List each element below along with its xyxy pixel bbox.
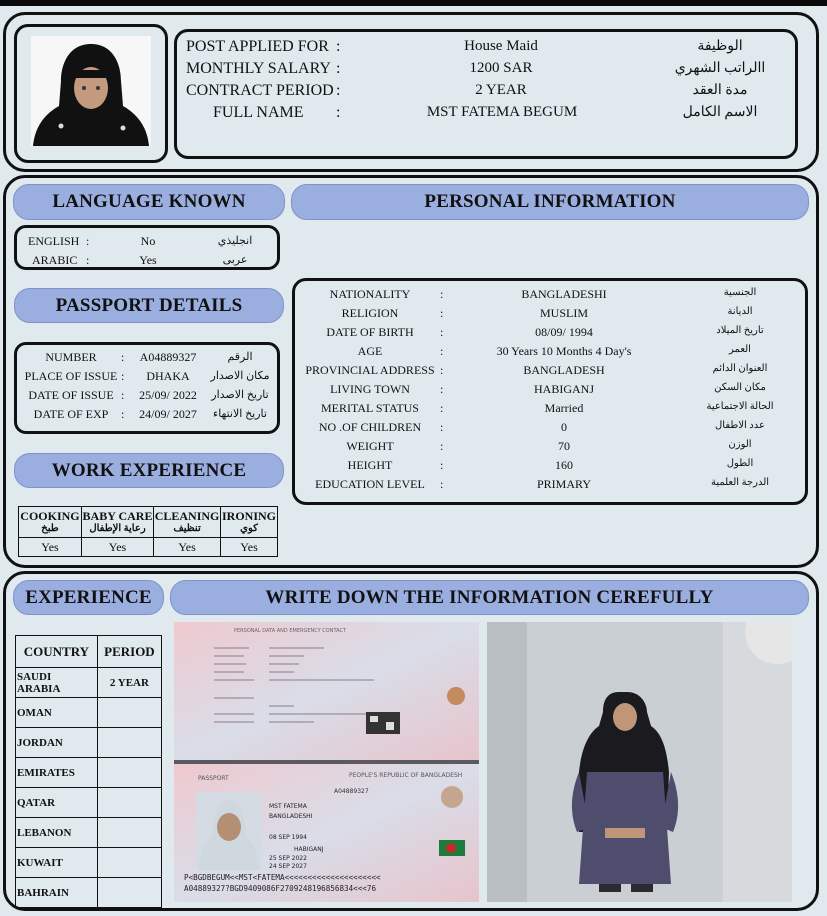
- colon: :: [440, 306, 444, 320]
- salary-label: MONTHLY SALARY: [186, 60, 331, 77]
- exp-country: EMIRATES: [16, 758, 98, 788]
- passport-title: PASSPORT DETAILS: [14, 288, 284, 323]
- work-title: WORK EXPERIENCE: [14, 453, 284, 488]
- top-rule: [0, 0, 827, 6]
- contract-value: 2 YEAR: [475, 82, 527, 98]
- personal-label: DATE OF BIRTH: [326, 325, 414, 339]
- personal-arabic: الجنسية: [723, 287, 757, 298]
- exp-country: OMAN: [16, 698, 98, 728]
- work-col-cleaning: CLEANING تنظيف: [154, 507, 221, 538]
- exp-period: [97, 818, 161, 848]
- exp-country: QATAR: [16, 788, 98, 818]
- colon: :: [121, 350, 125, 364]
- passport-label: NUMBER: [45, 350, 97, 364]
- salary-arabic: االراتب الشهري: [674, 61, 766, 76]
- personal-arabic: الطول: [726, 458, 754, 469]
- full-length-photo: [487, 622, 792, 902]
- personal-label: RELIGION: [341, 306, 399, 320]
- personal-value: 0: [561, 420, 567, 434]
- experience-row: [16, 728, 162, 758]
- exp-period: [97, 728, 161, 758]
- colon: :: [336, 38, 341, 55]
- experience-row: [16, 668, 162, 698]
- personal-value: MUSLIM: [539, 306, 588, 320]
- scan-name: MST FATEMA: [269, 803, 307, 810]
- colon: :: [336, 60, 341, 77]
- contract-label: CONTRACT PERIOD: [186, 82, 334, 99]
- exp-period: [97, 788, 161, 818]
- instruction-banner: WRITE DOWN THE INFORMATION CEREFULLY: [170, 580, 809, 615]
- scan-dob: 08 SEP 1994: [269, 834, 307, 841]
- personal-value: PRIMARY: [536, 477, 592, 491]
- colon: :: [86, 253, 90, 267]
- work-value-cooking: Yes: [19, 538, 82, 557]
- personal-label: LIVING TOWN: [330, 382, 410, 396]
- language-title: LANGUAGE KNOWN: [13, 184, 285, 220]
- colon: :: [440, 287, 444, 301]
- fullname-value: MST FATEMA BEGUM: [426, 104, 578, 120]
- colon: :: [440, 401, 444, 415]
- personal-arabic: العنوان الدائم: [712, 363, 768, 374]
- passport-label: DATE OF EXP: [33, 407, 109, 421]
- colon: :: [336, 104, 341, 121]
- work-table: [18, 506, 278, 557]
- colon: :: [440, 344, 444, 358]
- personal-value: 08/09/ 1994: [535, 325, 593, 339]
- scan-mrz-2: A04889327?BGD9409086F2709248196856834<<<76: [184, 884, 377, 893]
- personal-arabic: عدد الاطفال: [715, 420, 765, 431]
- passport-arabic: تاريخ الاصدار: [211, 389, 269, 401]
- personal-arabic: مكان السكن: [714, 382, 766, 393]
- exp-header-country: COUNTRY: [16, 636, 98, 668]
- experience-row: [16, 758, 162, 788]
- fullname-arabic: الاسم الكامل: [682, 105, 758, 120]
- work-col-ironing: IRONING كوي: [221, 507, 278, 538]
- personal-arabic: العمر: [729, 344, 751, 355]
- contract-arabic: مدة العقد: [692, 83, 748, 98]
- personal-arabic: الدرجة العلمية: [710, 477, 770, 488]
- passport-value: 25/09/ 2022: [139, 388, 197, 402]
- exp-country: KUWAIT: [16, 848, 98, 878]
- passport-scan-image: [174, 622, 479, 902]
- post-label: POST APPLIED FOR: [186, 38, 329, 55]
- experience-row: [16, 788, 162, 818]
- lang-arabic-arabic: عربى: [222, 254, 248, 266]
- personal-label: HEIGHT: [347, 458, 393, 472]
- lang-english-label: ENGLISH: [28, 234, 80, 248]
- exp-period: 2 YEAR: [97, 668, 161, 698]
- experience-row: [16, 818, 162, 848]
- exp-country: JORDAN: [16, 728, 98, 758]
- exp-country: SAUDI ARABIA: [16, 668, 98, 698]
- colon: :: [440, 363, 444, 377]
- exp-period: [97, 698, 161, 728]
- colon: :: [440, 458, 444, 472]
- personal-value: 70: [558, 439, 570, 453]
- colon: :: [336, 82, 341, 99]
- personal-arabic: الحالة الاجتماعية: [706, 401, 774, 412]
- exp-country: BAHRAIN: [16, 878, 98, 908]
- exp-period: [97, 878, 161, 908]
- lang-english-arabic: انجليذي: [217, 235, 253, 247]
- work-col-babycare: BABY CARE رعاية الإطفال: [81, 507, 153, 538]
- profile-photo: [31, 36, 151, 146]
- work-value-babycare: Yes: [81, 538, 153, 557]
- personal-value: Married: [544, 401, 584, 415]
- passport-arabic: الرقم: [227, 351, 253, 363]
- personal-value: HABIGANJ: [534, 382, 594, 396]
- colon: :: [440, 439, 444, 453]
- personal-label: AGE: [357, 344, 383, 358]
- experience-row: [16, 698, 162, 728]
- scan-issue: 25 SEP 2022: [269, 855, 307, 862]
- colon: :: [86, 234, 90, 248]
- passport-arabic: تاريخ الانتهاء: [213, 408, 267, 420]
- lang-arabic-value: Yes: [139, 253, 157, 267]
- colon: :: [121, 388, 125, 402]
- personal-arabic: تاريخ الميلاد: [716, 325, 764, 336]
- personal-label: WEIGHT: [346, 439, 394, 453]
- personal-title: PERSONAL INFORMATION: [291, 184, 809, 220]
- experience-title: EXPERIENCE: [13, 580, 164, 615]
- scan-mrz-1: P<BGDBEGUM<<MST<FATEMA<<<<<<<<<<<<<<<<<<<<<: [184, 873, 381, 882]
- experience-table: [15, 635, 162, 908]
- exp-header-period: PERIOD: [97, 636, 161, 668]
- personal-arabic: الوزن: [728, 439, 752, 450]
- scan-place: HABIGANJ: [294, 846, 324, 853]
- colon: :: [440, 382, 444, 396]
- exp-country: LEBANON: [16, 818, 98, 848]
- personal-label: PROVINCIAL ADDRESS: [305, 363, 435, 377]
- scan-number: A04889327: [334, 788, 369, 795]
- work-col-cooking: COOKING طبخ: [19, 507, 82, 538]
- scan-republic: PEOPLE'S REPUBLIC OF BANGLADESH: [349, 772, 463, 779]
- personal-value: 160: [555, 458, 573, 472]
- personal-label: NO .OF CHILDREN: [318, 420, 422, 434]
- work-value-ironing: Yes: [221, 538, 278, 557]
- post-arabic: الوظيفة: [697, 39, 743, 54]
- lang-arabic-label: ARABIC: [32, 253, 78, 267]
- salary-value: 1200 SAR: [469, 60, 533, 76]
- post-value: House Maid: [464, 38, 538, 54]
- work-value-cleaning: Yes: [154, 538, 221, 557]
- experience-row: [16, 848, 162, 878]
- personal-label: EDUCATION LEVEL: [315, 477, 425, 491]
- personal-label: MERITAL STATUS: [321, 401, 419, 415]
- scan-doc-type: PASSPORT: [198, 775, 229, 782]
- colon: :: [440, 325, 444, 339]
- passport-value: 24/09/ 2027: [139, 407, 197, 421]
- passport-label: PLACE OF ISSUE: [24, 369, 118, 383]
- colon: :: [440, 477, 444, 491]
- passport-value: A04889327: [139, 350, 197, 364]
- colon: :: [121, 369, 125, 383]
- scan-heading: PERSONAL DATA AND EMERGENCY CONTACT: [234, 628, 347, 634]
- scan-expiry: 24 SEP 2027: [269, 863, 307, 870]
- colon: :: [121, 407, 125, 421]
- personal-arabic: الديانة: [727, 306, 753, 317]
- scan-nationality: BANGLADESHI: [269, 813, 313, 820]
- exp-period: [97, 758, 161, 788]
- passport-label: DATE OF ISSUE: [28, 388, 114, 402]
- exp-period: [97, 848, 161, 878]
- colon: :: [440, 420, 444, 434]
- personal-value: BANGLADESHI: [521, 287, 607, 301]
- passport-value: DHAKA: [146, 369, 190, 383]
- personal-value: 30 Years 10 Months 4 Day's: [496, 344, 632, 358]
- lang-english-value: No: [140, 234, 156, 248]
- fullname-label: FULL NAME: [213, 104, 304, 121]
- personal-label: NATIONALITY: [329, 287, 411, 301]
- experience-row: [16, 878, 162, 908]
- passport-arabic: مكان الاصدار: [210, 370, 270, 382]
- personal-value: BANGLADESH: [523, 363, 605, 377]
